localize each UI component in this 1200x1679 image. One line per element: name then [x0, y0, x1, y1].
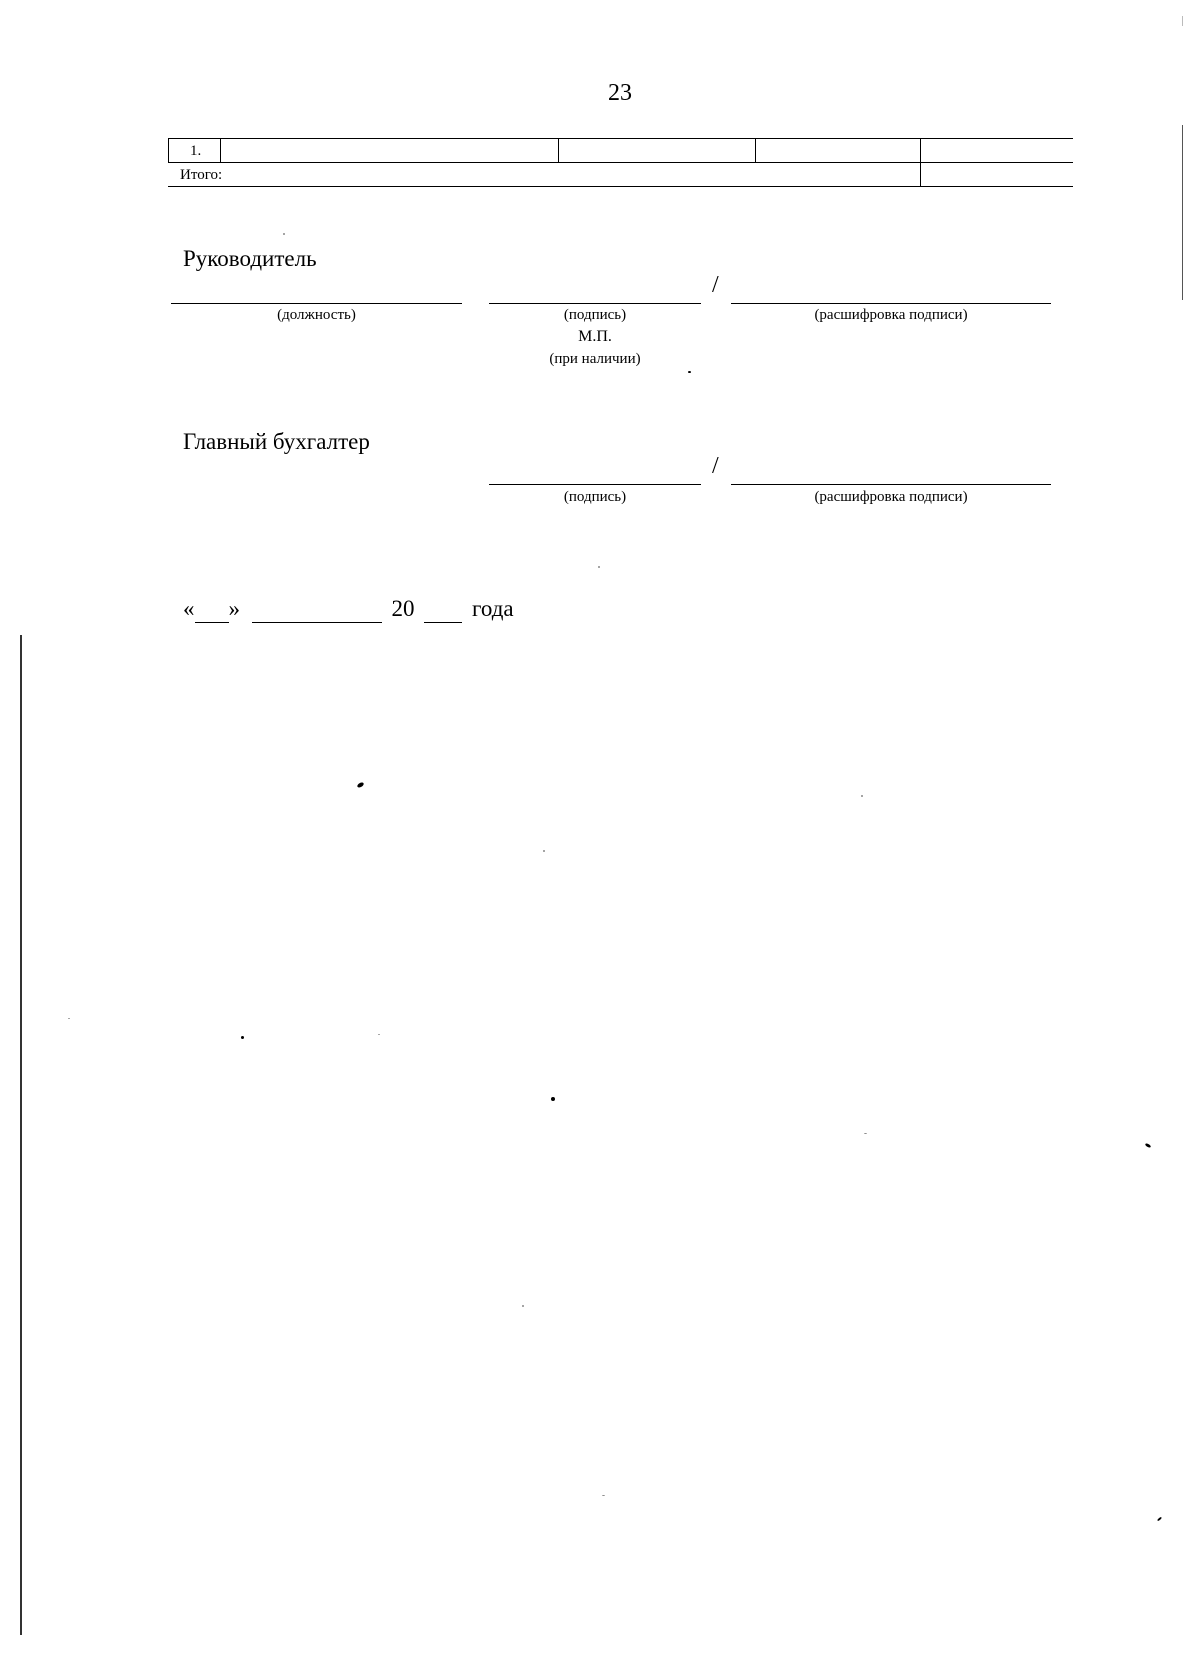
table-column-divider — [220, 138, 221, 162]
name-separator: / — [712, 453, 719, 479]
scan-speck — [378, 1034, 380, 1035]
decoding-caption: (расшифровка подписи) — [814, 489, 968, 505]
position-line — [171, 303, 462, 304]
page-number: 23 — [608, 80, 632, 106]
director-title: Руководитель — [183, 246, 317, 271]
year-suffix: года — [472, 596, 514, 621]
year-blank — [424, 596, 462, 623]
scan-edge-line — [20, 635, 22, 1635]
decoding-line — [731, 303, 1051, 304]
scan-speck — [543, 850, 545, 852]
scan-speck — [68, 1018, 70, 1019]
date-line — [183, 596, 514, 623]
decoding-line — [731, 484, 1051, 485]
scan-speck — [551, 1097, 555, 1101]
scan-speck — [602, 1495, 605, 1496]
day-blank — [195, 596, 229, 623]
name-separator: / — [712, 272, 719, 298]
table-bottom-border — [168, 186, 1073, 187]
scan-speck — [861, 795, 863, 797]
position-caption: (должность) — [277, 307, 356, 323]
table-row-divider — [168, 162, 1073, 163]
scan-edge-line — [1182, 16, 1183, 26]
table-column-divider — [558, 138, 559, 162]
table-column-divider — [755, 138, 756, 162]
stamp-caption: М.П. — [578, 328, 612, 345]
date-open-quote: « — [183, 596, 195, 621]
stamp-note: (при наличии) — [549, 351, 641, 367]
signature-caption: (подпись) — [563, 307, 627, 323]
table-column-divider — [920, 138, 921, 186]
totals-table — [168, 138, 1073, 188]
table-row-number: 1. — [190, 143, 202, 159]
scan-speck — [522, 1305, 524, 1307]
scan-speck — [1145, 1143, 1152, 1149]
scan-speck — [864, 1133, 867, 1134]
table-top-border — [168, 138, 1073, 139]
signature-caption: (подпись) — [563, 489, 627, 505]
scan-speck — [241, 1036, 244, 1039]
year-century: 20 — [391, 596, 415, 621]
accountant-title: Главный бухгалтер — [183, 429, 370, 454]
decoding-caption: (расшифровка подписи) — [814, 307, 968, 323]
scan-edge-line — [1182, 125, 1183, 300]
signature-line — [489, 303, 701, 304]
scan-speck — [1157, 1517, 1162, 1522]
date-close-quote: » — [228, 596, 240, 621]
month-blank — [252, 596, 382, 623]
table-total-label: Итого: — [180, 167, 223, 183]
scan-speck — [356, 782, 364, 789]
signature-line — [489, 484, 701, 485]
table-left-border — [168, 138, 169, 162]
scan-speck — [598, 566, 600, 568]
scan-speck — [283, 233, 285, 235]
scan-speck — [688, 371, 691, 373]
